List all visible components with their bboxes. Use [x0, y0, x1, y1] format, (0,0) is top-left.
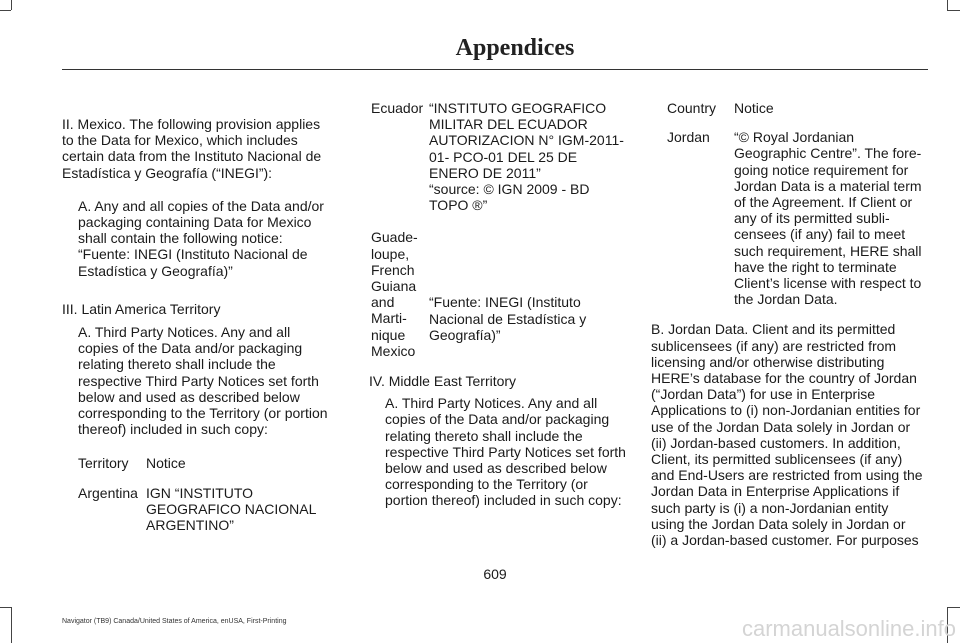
page-title: Appendices: [455, 35, 575, 61]
country-cell: Jordan: [667, 129, 710, 146]
territory-cell: Ecuador: [371, 100, 424, 116]
crop-mark-top-right-h: [947, 10, 960, 11]
table-header: [667, 100, 923, 116]
column-right: [651, 100, 923, 565]
crop-mark-top-left: [11, 0, 12, 10]
notice-line-2: “source: © IGN 2009 - BD TOPO ®”: [429, 181, 590, 214]
column-left: [62, 116, 334, 543]
crop-mark-bottom-right-h: [947, 607, 960, 608]
footer-text: Navigator (TB9) Canada/United States of America, enUSA, First-Printing: [62, 618, 287, 625]
notice-cell: “© Royal Jordanian Geographic Centre”. The fore-going notice requirement for Jordan Data is a material term of the Agreement. If Client or any of its permitted subli-censees (if any) fail to meet such requirement, HERE shall have the right to terminate Client’s license with respect to the Jordan Data.: [734, 129, 922, 308]
page-number: 609: [483, 566, 507, 582]
notice-cell: “Fuente: INEGI (Instituto Nacional de Estadística y Geografía)”: [429, 294, 587, 343]
table-header: [78, 455, 334, 471]
watermark: carmanualsonline.info: [741, 616, 956, 641]
mexico-intro: II. Mexico. The following provision applies to the Data for Mexico, which includes certain data from the Instituto Nacional de Estadística y Geografía (“INEGI”):: [62, 116, 322, 181]
latam-clause-a: A. Third Party Notices. Any and all copies of the Data and/or packaging relating thereto shall include the respective Third Party Notices set forth below and used as described below corresponding to the Territory (or portion thereof) included in such copy:: [78, 324, 328, 438]
jordan-clause-b: B. Jordan Data. Client and its permitted sublicensees (if any) are restricted from licensing and/or otherwise distributing HERE’s database for the country of Jordan (“Jordan Data”) for use in Enterprise Applications to (i) non-Jordanian entities for use of the Jordan Data solely in Jordan or (ii) Jordan-based customers. In addition, Client, its permitted sublicensees (if any) and End-Users are restricted from using the Jordan Data in Enterprise Applications if such party is (i) a non-Jordanian entity using the Jordan Data solely in Jordan or (ii) a Jordan-based customer. For purposes: [651, 321, 923, 549]
table-row: [78, 485, 334, 534]
country-header: Country: [667, 100, 717, 116]
table-row: [667, 129, 923, 307]
notice-cell: [429, 100, 627, 213]
column-middle: [355, 100, 627, 526]
notice-header: Notice: [146, 455, 186, 472]
latam-heading: III. Latin America Territory: [62, 300, 221, 317]
territory-cell: Argentina: [78, 484, 138, 501]
territory-header: Territory: [78, 455, 129, 472]
mexico-clause-a: A. Any and all copies of the Data and/or packaging containing Data for Mexico shall contain the following notice: “Fuente: INEGI (Instituto Nacional de Estadística y Geografía)”: [78, 197, 324, 279]
notice-cell: IGN “INSTITUTO GEOGRAFICO NACIONAL ARGENTINO”: [146, 484, 316, 534]
crop-mark-top-right: [947, 0, 948, 10]
crop-mark-bottom-left: [11, 607, 12, 643]
header-divider: [62, 69, 928, 70]
territory-cell: Guade-loupe, French Guiana and Marti-nique Mexico: [371, 229, 418, 359]
middle-east-clause-a: A. Third Party Notices. Any and all copies of the Data and/or packaging relating thereto shall include the respective Third Party Notices set forth below and used as described below corresponding to the Territory (or portion thereof) included in such copy:: [385, 395, 626, 509]
crop-mark-bottom-left-h: [0, 607, 11, 608]
notice-line: “INSTITUTO GEOGRAFICO MILITAR DEL ECUADOR AUTORIZACION N° IGM-2011-01- PCO-01 DEL 25 DE ENERO DE 2011”: [429, 100, 624, 181]
table-row: [371, 229, 627, 359]
middle-east-heading: IV. Middle East Territory: [369, 373, 517, 390]
notice-header: Notice: [734, 100, 774, 116]
crop-mark-top-left-h: [0, 10, 11, 11]
table-row: [371, 100, 627, 213]
